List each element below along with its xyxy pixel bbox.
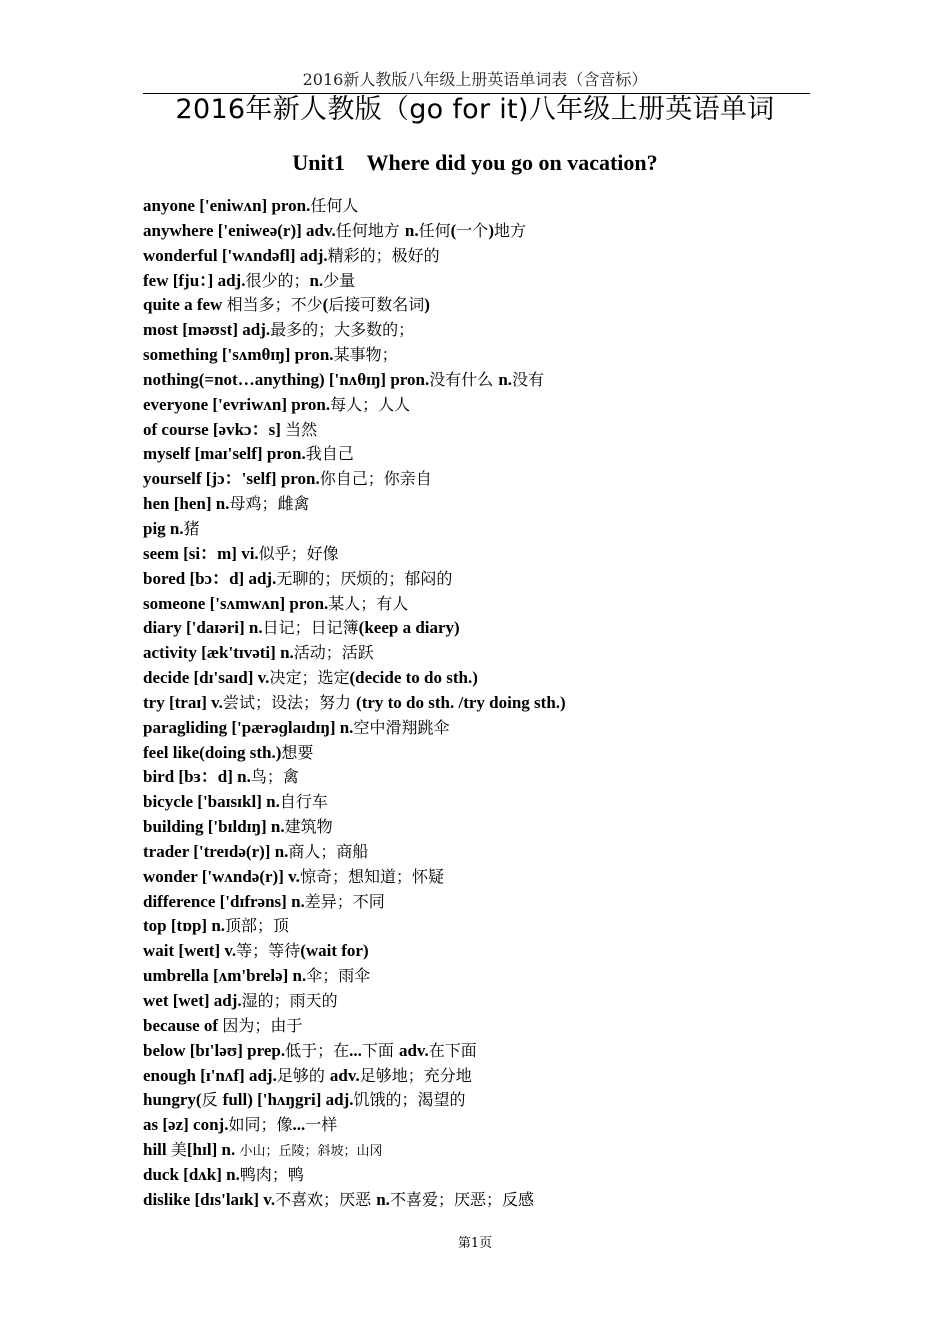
vocab-entry	[143, 1138, 823, 1163]
entry-word-text: hen [hen] n.	[143, 494, 230, 514]
entry-word-text: nothing(=not…anything) ['nʌθɪŋ] pron.	[143, 369, 430, 389]
entry-word-text: decide [dɪ'saɪd] v.	[143, 668, 270, 688]
vocab-entry	[143, 865, 823, 890]
entry-word-text: anyone ['eniwʌn] pron.	[143, 196, 311, 215]
entry-definition-text: 如同；像	[228, 1115, 293, 1135]
entry-definition-text: 在下面	[428, 1040, 477, 1060]
entry-definition-text: 任何地方	[335, 220, 405, 240]
entry-definition-text: 反	[201, 1090, 223, 1110]
entry-word-text: few [fju：] adj.	[143, 270, 246, 290]
entry-definition-text: 鸭肉；鸭	[239, 1164, 304, 1184]
vocab-entry	[143, 964, 823, 989]
entry-definition-text: 足够的	[276, 1065, 330, 1085]
entry-word-text: enough [ɪ'nʌf] adj.	[143, 1065, 277, 1085]
vocab-entry	[143, 641, 823, 666]
vocab-entry	[143, 592, 823, 617]
vocab-entry	[143, 393, 823, 418]
entry-word-text: below [bɪ'ləʊ] prep.	[143, 1040, 286, 1060]
entry-word-text: (wait for)	[300, 941, 369, 961]
entry-word-text: bored [bɔ：d] adj.	[143, 568, 277, 588]
vocab-entry	[143, 890, 823, 915]
entry-definition-text: 精彩的；极好的	[327, 245, 440, 265]
entry-word-text: feel like(doing sth.)	[143, 742, 282, 762]
entry-definition-text: 饥饿的；渴望的	[353, 1090, 466, 1110]
entry-word-text: paragliding ['pærəɡlaɪdɪŋ] n.	[143, 717, 354, 737]
entry-word-text: bicycle ['baɪsɪkl] n.	[143, 792, 280, 812]
entry-word-text: top [tɒp] n.	[143, 916, 226, 936]
vocab-entry	[143, 517, 823, 542]
entry-word-text: most [məʊst] adj.	[143, 320, 271, 340]
vocab-entry	[143, 1113, 823, 1138]
document-title: 2016年新人教版（go for it)八年级上册英语单词	[175, 94, 775, 125]
entry-note-text: 小山；丘陵；斜坡；山冈	[239, 1144, 383, 1160]
entry-definition-text: 美	[170, 1140, 187, 1160]
entry-word-text: building ['bɪldɪŋ] n.	[143, 817, 285, 837]
unit-heading: Unit1 Where did you go on vacation?	[292, 150, 658, 175]
vocab-entry	[143, 741, 823, 766]
running-header: 2016新人教版八年级上册英语单词表（含音标）	[302, 70, 648, 89]
entry-word-text: hill	[143, 1140, 171, 1160]
entry-word-text: activity [æk'tɪvəti] n.	[143, 643, 294, 663]
entry-definition-text: 想要	[281, 742, 314, 762]
vocab-entry	[143, 1039, 823, 1064]
entry-word-text: wet [wet] adj.	[143, 991, 242, 1010]
entry-word-text: dislike [dɪs'laɪk] v.	[143, 1189, 276, 1209]
entry-word-text: try [traɪ] v.	[143, 692, 223, 712]
vocab-entry	[143, 244, 823, 269]
entry-word-text: wonder ['wʌndə(r)] v.	[143, 866, 300, 886]
entry-definition-text: 没有什么	[429, 369, 499, 389]
entry-definition-text: 最多的；大多数的；	[270, 320, 415, 340]
entry-definition-text: 商人；商船	[288, 841, 369, 861]
entry-definition-text: 不喜欢；厌恶	[275, 1189, 377, 1209]
entry-definition-text: 足够地；充分地	[359, 1065, 472, 1085]
entry-definition-text: 一样	[305, 1115, 338, 1135]
entry-word-text: seem [si：m] vi.	[143, 543, 259, 563]
entry-definition-text: 惊奇；想知道；怀疑	[299, 866, 444, 886]
entry-definition-text: 不喜爱；厌恶；反感	[389, 1189, 534, 1209]
vocab-entry	[143, 542, 823, 567]
entry-word-text: trader ['treɪdə(r)] n.	[143, 841, 289, 861]
entry-definition-text: 你自己；你亲自	[319, 469, 432, 489]
entry-word-text: because of	[143, 1015, 223, 1035]
entry-definition-text: 某事物；	[333, 345, 398, 365]
entry-word-text: as [əz] conj.	[143, 1115, 229, 1135]
entry-definition-text: 相当多；不少	[226, 295, 323, 315]
entry-word-text: (	[450, 220, 457, 240]
entry-definition-text: 少量	[323, 270, 356, 290]
vocab-entry	[143, 666, 823, 691]
entry-word-text: (keep a diary)	[358, 618, 460, 638]
entry-definition-text: 决定；选定	[269, 668, 350, 688]
entry-word-text: n.	[498, 369, 513, 389]
vocab-entry	[143, 815, 823, 840]
vocab-entry	[143, 293, 823, 318]
entry-definition-text: 低于；在	[285, 1040, 350, 1060]
vocab-entry	[143, 269, 823, 294]
vocab-entry	[143, 989, 823, 1014]
entry-word-text: full) ['hʌŋgri] adj.	[222, 1090, 354, 1110]
entry-word-text: anywhere ['eniweə(r)] adv.	[143, 220, 336, 240]
entry-word-text: ...	[349, 1040, 362, 1060]
entry-definition-text: 很少的；	[245, 270, 310, 290]
vocab-entry	[143, 368, 823, 393]
entry-definition-text: 似乎；好像	[258, 543, 339, 563]
entry-definition-text: 猪	[183, 518, 200, 538]
entry-word-text: ...	[292, 1115, 306, 1135]
entry-definition-text: 下面	[361, 1040, 399, 1060]
entry-definition-text: 我自己	[305, 444, 354, 464]
vocab-entry	[143, 691, 823, 716]
entry-word-text: (try to do sth. /try doing sth.)	[356, 692, 566, 712]
entry-definition-text: 空中滑翔跳伞	[353, 717, 450, 737]
vocab-entry	[143, 1088, 823, 1113]
entry-word-text: everyone ['evriwʌn] pron.	[143, 394, 331, 414]
vocab-entry	[143, 716, 823, 741]
entry-word-text: adv.	[329, 1065, 360, 1085]
entry-definition-text: 自行车	[279, 792, 328, 812]
entry-definition-text: 建筑物	[284, 817, 333, 837]
vocab-entry	[143, 219, 823, 244]
entry-word-text: [hɪl] n.	[186, 1140, 240, 1160]
entry-word-text: myself [maɪ'self] pron.	[143, 444, 306, 464]
entry-word-text: (	[322, 295, 329, 315]
entry-word-text: )	[424, 295, 430, 315]
vocab-entry	[143, 467, 823, 492]
vocab-entry	[143, 840, 823, 865]
vocabulary-list	[143, 194, 823, 1213]
vocab-entry	[143, 318, 823, 343]
entry-definition-text: 母鸡；雌禽	[229, 494, 310, 514]
entry-definition-text: 尝试；设法；努力	[222, 692, 357, 712]
vocab-entry	[143, 567, 823, 592]
entry-definition-text: 没有	[512, 369, 545, 389]
entry-word-text: (decide to do sth.)	[349, 668, 478, 688]
entry-definition-text: 鸟；禽	[250, 767, 299, 787]
entry-definition-text: 顶部；顶	[225, 916, 290, 936]
vocab-entry	[143, 1163, 823, 1188]
entry-definition-text: 每人；人人	[330, 394, 411, 414]
entry-word-text: of course [əvkɔ：s]	[143, 419, 286, 439]
entry-definition-text: 地方	[493, 220, 526, 240]
entry-word-text: n.	[376, 1189, 390, 1209]
vocab-entry	[143, 790, 823, 815]
vocab-entry	[143, 765, 823, 790]
entry-word-text: adv.	[398, 1040, 429, 1060]
entry-definition-text: 日记；日记簿	[262, 618, 359, 638]
entry-word-text: wait [weɪt] v.	[143, 941, 237, 961]
entry-word-text: n.	[404, 220, 419, 240]
vocab-entry	[143, 418, 823, 443]
entry-definition-text: 因为；由于	[222, 1015, 303, 1035]
entry-definition-text: 活动；活跃	[293, 643, 374, 663]
entry-definition-text: 当然	[285, 419, 318, 439]
entry-word-text: hungry(	[143, 1090, 202, 1110]
entry-definition-text: 等；等待	[236, 941, 301, 961]
vocab-entry	[143, 1188, 823, 1213]
entry-word-text: difference ['dɪfrəns] n.	[143, 891, 305, 911]
page-number: 第1页	[457, 1236, 493, 1251]
vocab-entry	[143, 616, 823, 641]
vocab-entry	[143, 492, 823, 517]
entry-word-text: something ['sʌmθɪŋ] pron.	[143, 345, 334, 365]
entry-definition-text: 任何	[418, 220, 451, 240]
entry-definition-text: 无聊的；厌烦的；郁闷的	[276, 568, 453, 588]
entry-word-text: yourself [jɔ：'self] pron.	[143, 469, 320, 489]
entry-word-text: umbrella [ʌm'brelə] n.	[143, 966, 307, 986]
entry-word-text: pig n.	[143, 518, 184, 538]
entry-word-text: diary ['daɪəri] n.	[143, 618, 263, 638]
entry-word-text: bird [bɜ：d] n.	[143, 767, 251, 787]
vocab-entry	[143, 914, 823, 939]
entry-definition-text: 任何人	[310, 196, 359, 215]
entry-word-text: quite a few	[143, 295, 227, 315]
vocab-entry	[143, 1064, 823, 1089]
entry-definition-text: 差异；不同	[304, 891, 385, 911]
entry-word-text: duck [dʌk] n.	[143, 1164, 240, 1184]
entry-word-text: someone ['sʌmwʌn] pron.	[143, 593, 329, 613]
vocab-entry	[143, 194, 823, 219]
vocab-entry	[143, 939, 823, 964]
vocab-entry	[143, 442, 823, 467]
entry-definition-text: 一个	[456, 220, 489, 240]
entry-definition-text: 伞；雨伞	[306, 966, 371, 986]
entry-definition-text: 某人；有人	[328, 593, 409, 613]
vocab-entry	[143, 1014, 823, 1039]
entry-definition-text: 后接可数名词	[328, 295, 425, 315]
entry-word-text: wonderful ['wʌndəfl] adj.	[143, 245, 328, 265]
entry-definition-text: 湿的；雨天的	[241, 991, 338, 1010]
entry-word-text: n.	[309, 270, 324, 290]
entry-word-text: )	[488, 220, 494, 240]
vocab-entry	[143, 343, 823, 368]
